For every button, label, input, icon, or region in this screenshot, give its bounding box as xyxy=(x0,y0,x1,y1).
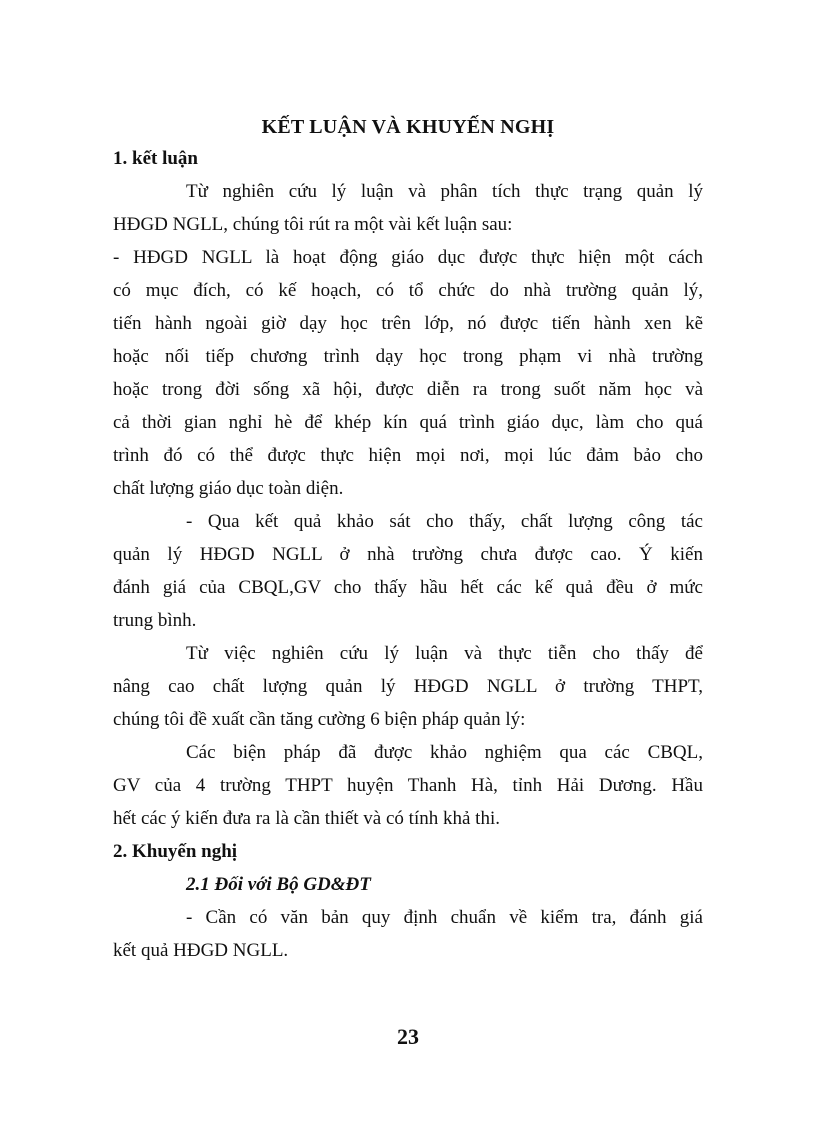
paragraph-line: - HĐGD NGLL là hoạt động giáo dục được thực hiện một cách xyxy=(113,247,703,268)
paragraph-line: trung bình. xyxy=(113,610,197,631)
paragraph-line: có mục đích, có kế hoạch, có tổ chức do nhà trường quản lý, xyxy=(113,280,703,301)
section-2-heading: 2. Khuyến nghị xyxy=(113,841,238,862)
paragraph-line: HĐGD NGLL, chúng tôi rút ra một vài kết luận sau: xyxy=(113,214,513,235)
paragraph-line: - Qua kết quả khảo sát cho thấy, chất lượng công tác xyxy=(186,511,703,532)
section-1-heading: 1. kết luận xyxy=(113,148,198,169)
paragraph-line: tiến hành ngoài giờ dạy học trên lớp, nó được tiến hành xen kẽ xyxy=(113,313,703,334)
paragraph-line: nâng cao chất lượng quản lý HĐGD NGLL ở trường THPT, xyxy=(113,676,703,697)
paragraph-line: Các biện pháp đã được khảo nghiệm qua các CBQL, xyxy=(186,742,703,763)
document-body xyxy=(113,142,703,967)
paragraph-line: hết các ý kiến đưa ra là cần thiết và có tính khả thi. xyxy=(113,808,500,829)
paragraph-line: kết quả HĐGD NGLL. xyxy=(113,940,289,961)
paragraph-line: Từ việc nghiên cứu lý luận và thực tiễn cho thấy để xyxy=(186,643,703,664)
paragraph-line: cả thời gian nghỉ hè để khép kín quá trình giáo dục, làm cho quá xyxy=(113,412,703,433)
paragraph-line: GV của 4 trường THPT huyện Thanh Hà, tỉnh Hải Dương. Hầu xyxy=(113,775,703,796)
section-2-1-subheading: 2.1 Đối với Bộ GD&ĐT xyxy=(186,874,371,895)
page-number: 23 xyxy=(397,1024,419,1049)
paragraph-line: hoặc nối tiếp chương trình dạy học trong phạm vi nhà trường xyxy=(113,346,703,367)
paragraph-line: đánh giá của CBQL,GV cho thấy hầu hết các kế quả đều ở mức xyxy=(113,577,703,598)
paragraph-line: chất lượng giáo dục toàn diện. xyxy=(113,478,344,499)
paragraph-line: quản lý HĐGD NGLL ở nhà trường chưa được cao. Ý kiến xyxy=(113,544,703,565)
paragraph-line: chúng tôi đề xuất cần tăng cường 6 biện pháp quản lý: xyxy=(113,709,526,730)
paragraph-line: hoặc trong đời sống xã hội, được diễn ra trong suốt năm học và xyxy=(113,379,703,400)
document-title: KẾT LUẬN VÀ KHUYẾN NGHỊ xyxy=(261,116,555,138)
paragraph-line: trình đó có thể được thực hiện mọi nơi, mọi lúc đảm bảo cho xyxy=(113,445,703,466)
paragraph-line: - Cần có văn bản quy định chuẩn về kiểm tra, đánh giá xyxy=(186,907,703,928)
paragraph-line: Từ nghiên cứu lý luận và phân tích thực trạng quản lý xyxy=(186,181,703,202)
